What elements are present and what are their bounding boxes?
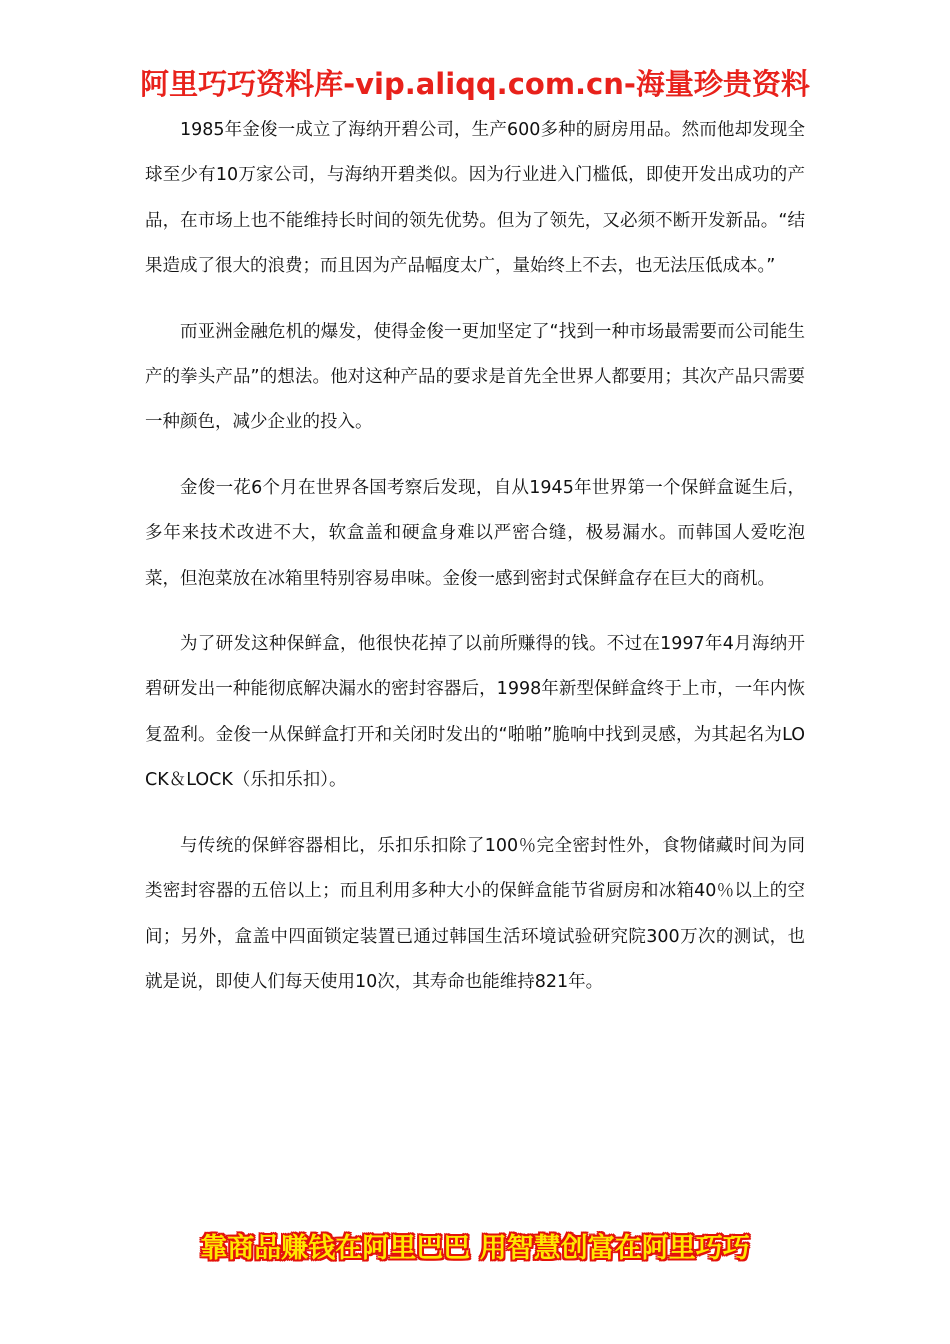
paragraph-2: 而亚洲金融危机的爆发，使得金俊一更加坚定了“找到一种市场最需要而公司能生产的拳头产品”的想法。他对这种产品的要求是首先全世界人都要用；其次产品只需要一种颜色，减少企业的投入。: [145, 321, 805, 433]
article-body: [145, 108, 805, 1025]
header-banner: 阿里巧巧资料库-vip.aliqq.com.cn-海量珍贵资料: [140, 67, 810, 101]
paragraph-1: 1985年金俊一成立了海纳开碧公司，生产600多种的厨房用品。然而他却发现全球至少有10万家公司，与海纳开碧类似。因为行业进入门槛低，即使开发出成功的产品，在市场上也不能维持长时间的领先优势。但为了领先，又必须不断开发新品。“结果造成了很大的浪费；而且因为产品幅度太广，量始终上不去，也无法压低成本。”: [145, 120, 805, 277]
paragraph-5: 与传统的保鲜容器相比，乐扣乐扣除了100％完全密封性外，食物储藏时间为同类密封容器的五倍以上；而且利用多种大小的保鲜盒能节省厨房和冰箱40％以上的空间；另外，盒盖中四面锁定装置已通过韩国生活环境试验研究院300万次的测试，也就是说，即使人们每天使用10次，其寿命也能维持821年。: [145, 835, 805, 992]
footer-banner: 靠商品赚钱在阿里巴巴 用智慧创富在阿里巧巧: [200, 1233, 750, 1264]
paragraph-4: 为了研发这种保鲜盒，他很快花掉了以前所赚得的钱。不过在1997年4月海纳开碧研发出一种能彻底解决漏水的密封容器后，1998年新型保鲜盒终于上市，一年内恢复盈利。金俊一从保鲜盒打开和关闭时发出的“啪啪”脆响中找到灵感，为其起名为LOCK＆LOCK（乐扣乐扣）。: [145, 634, 805, 791]
paragraph-3: 金俊一花6个月在世界各国考察后发现，自从1945年世界第一个保鲜盒诞生后，多年来技术改进不大，软盒盖和硬盒身难以严密合缝，极易漏水。而韩国人爱吃泡菜，但泡菜放在冰箱里特别容易串味。金俊一感到密封式保鲜盒存在巨大的商机。: [145, 477, 805, 589]
